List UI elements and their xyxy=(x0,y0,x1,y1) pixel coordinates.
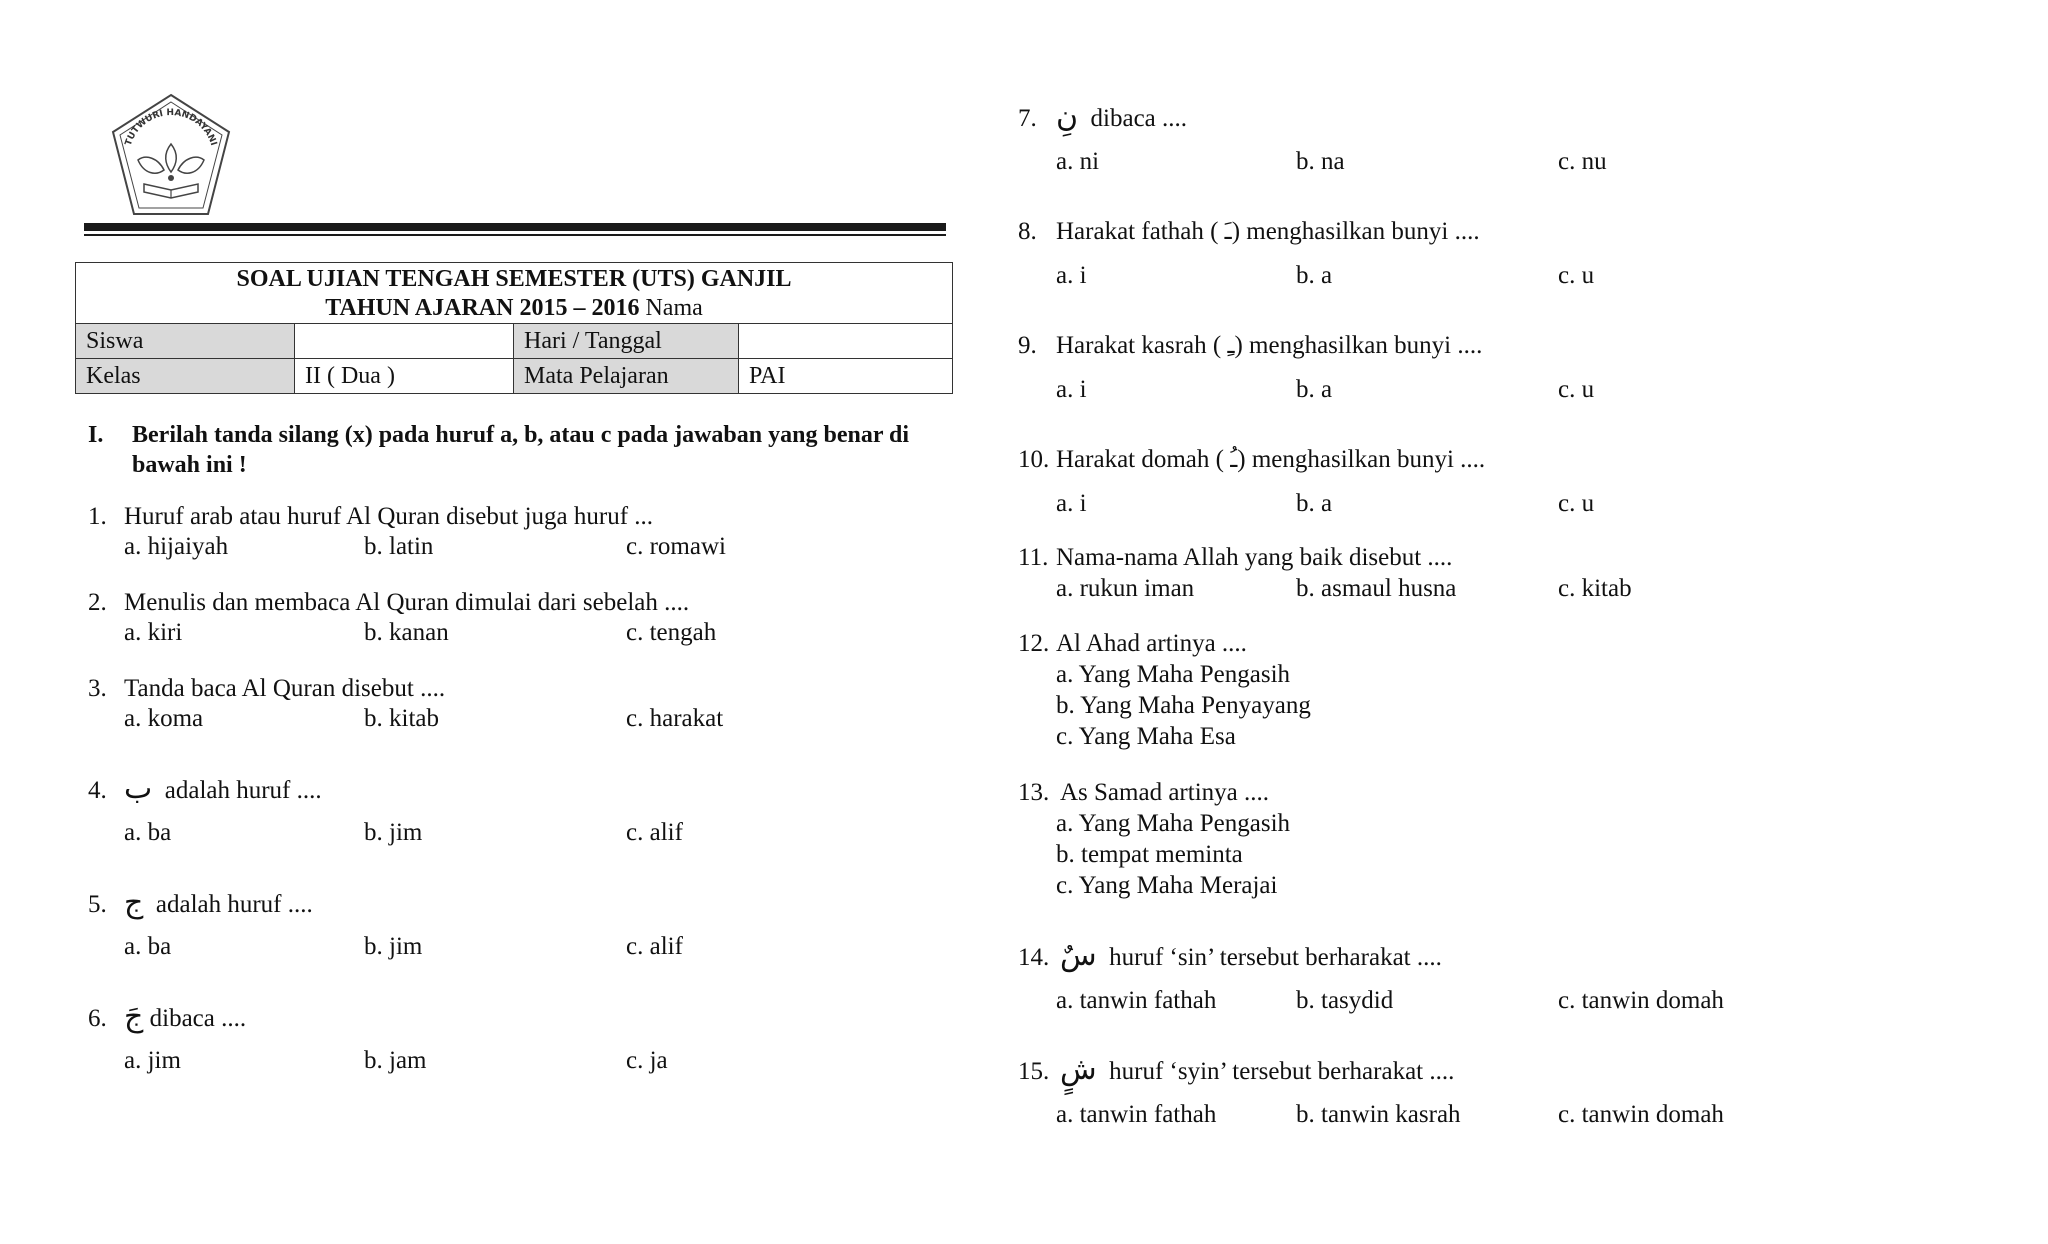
question-9: 9. Harakat kasrah ( ـِ) menghasilkan bunyi .... xyxy=(1018,331,1483,359)
question-5: 5. ج adalah huruf .... xyxy=(88,885,313,920)
q11-option-c[interactable]: c. kitab xyxy=(1558,575,1632,602)
q8-option-b[interactable]: b. a xyxy=(1296,262,1333,289)
q1-option-b[interactable]: b. latin xyxy=(364,533,434,560)
q6-option-a[interactable]: a. jim xyxy=(124,1047,181,1074)
arabic-ja: جَ xyxy=(124,999,144,1034)
question-14: 14. سٌ huruf ‘sin’ tersebut berharakat .... xyxy=(1018,938,1442,973)
q3-option-c[interactable]: c. harakat xyxy=(626,705,724,732)
q13-option-b[interactable]: b. tempat meminta xyxy=(1056,841,1243,868)
q12-option-c[interactable]: c. Yang Maha Esa xyxy=(1056,723,1236,750)
question-13: 13. As Samad artinya .... xyxy=(1018,779,1269,806)
question-6: 6. جَ dibaca .... xyxy=(88,999,247,1034)
q2-option-a[interactable]: a. kiri xyxy=(124,619,183,646)
question-4: 4. ب adalah huruf .... xyxy=(88,771,322,806)
question-1: 1. Huruf arab atau huruf Al Quran disebut juga huruf ... xyxy=(88,503,654,530)
arabic-kasrah: ـِ xyxy=(1227,331,1235,359)
q13-option-c[interactable]: c. Yang Maha Merajai xyxy=(1056,872,1278,899)
q9-option-c[interactable]: c. u xyxy=(1558,376,1595,403)
q15-option-b[interactable]: b. tanwin kasrah xyxy=(1296,1101,1461,1128)
arabic-jim: ج xyxy=(124,885,144,920)
q14-option-c[interactable]: c. tanwin domah xyxy=(1558,987,1724,1014)
q7-option-c[interactable]: c. nu xyxy=(1558,148,1607,175)
q5-option-b[interactable]: b. jim xyxy=(364,933,423,960)
q10-option-a[interactable]: a. i xyxy=(1056,490,1087,517)
header-rule-thin xyxy=(84,234,946,236)
q5-option-a[interactable]: a. ba xyxy=(124,933,172,960)
hari-tanggal-field[interactable] xyxy=(739,324,953,359)
info-row-kelas: Kelas II ( Dua ) Mata Pelajaran PAI xyxy=(76,359,953,394)
arabic-domah: ـُ xyxy=(1230,445,1238,473)
q9-option-b[interactable]: b. a xyxy=(1296,376,1333,403)
q8-option-a[interactable]: a. i xyxy=(1056,262,1087,289)
question-7: 7. نِ dibaca .... xyxy=(1018,99,1188,134)
q7-option-b[interactable]: b. na xyxy=(1296,148,1345,175)
q10-option-b[interactable]: b. a xyxy=(1296,490,1333,517)
arabic-ba: ب xyxy=(124,771,153,806)
q4-option-c[interactable]: c. alif xyxy=(626,819,683,846)
arabic-fathah: ـَ xyxy=(1224,217,1232,245)
q11-option-a[interactable]: a. rukun iman xyxy=(1056,575,1195,602)
question-12: 12. Al Ahad artinya .... xyxy=(1018,630,1247,657)
question-10: 10. Harakat domah ( ـُ) menghasilkan bunyi .... xyxy=(1018,445,1486,473)
question-8: 8. Harakat fathah ( ـَ) menghasilkan bunyi .... xyxy=(1018,217,1480,245)
q14-option-a[interactable]: a. tanwin fathah xyxy=(1056,987,1217,1014)
q5-option-c[interactable]: c. alif xyxy=(626,933,683,960)
header-rule-thick xyxy=(84,223,946,231)
arabic-syin: شٍ xyxy=(1060,1052,1097,1087)
q12-option-a[interactable]: a. Yang Maha Pengasih xyxy=(1056,661,1291,688)
question-15: 15. شٍ huruf ‘syin’ tersebut berharakat .... xyxy=(1018,1052,1455,1087)
question-3: 3. Tanda baca Al Quran disebut .... xyxy=(88,675,446,702)
q6-option-c[interactable]: c. ja xyxy=(626,1047,668,1074)
q15-option-c[interactable]: c. tanwin domah xyxy=(1558,1101,1724,1128)
q12-option-b[interactable]: b. Yang Maha Penyayang xyxy=(1056,692,1311,719)
question-2: 2. Menulis dan membaca Al Quran dimulai dari sebelah .... xyxy=(88,589,690,616)
tutwuri-handayani-logo xyxy=(108,92,234,218)
q10-option-c[interactable]: c. u xyxy=(1558,490,1595,517)
info-row-siswa: Siswa Hari / Tanggal xyxy=(76,324,953,359)
q2-option-b[interactable]: b. kanan xyxy=(364,619,449,646)
instruction: I. Berilah tanda silang (x) pada huruf a, b, atau c pada jawaban yang benar di bawah ini ! xyxy=(88,422,910,478)
svg-text:TUTWURI HANDAYANI: TUTWURI HANDAYANI xyxy=(123,108,219,148)
arabic-ni: نِ xyxy=(1056,99,1079,134)
exam-info-table xyxy=(75,262,953,394)
q4-option-a[interactable]: a. ba xyxy=(124,819,172,846)
q1-option-c[interactable]: c. romawi xyxy=(626,533,726,560)
arabic-sin: سٌ xyxy=(1060,938,1097,973)
q3-option-b[interactable]: b. kitab xyxy=(364,705,439,732)
question-11: 11. Nama-nama Allah yang baik disebut .... xyxy=(1018,544,1453,571)
exam-title: SOAL UJIAN TENGAH SEMESTER (UTS) GANJIL TAHUN AJARAN 2015 – 2016 Nama xyxy=(76,263,953,324)
q4-option-b[interactable]: b. jim xyxy=(364,819,423,846)
q11-option-b[interactable]: b. asmaul husna xyxy=(1296,575,1457,602)
q15-option-a[interactable]: a. tanwin fathah xyxy=(1056,1101,1217,1128)
q1-option-a[interactable]: a. hijaiyah xyxy=(124,533,229,560)
q13-option-a[interactable]: a. Yang Maha Pengasih xyxy=(1056,810,1291,837)
q6-option-b[interactable]: b. jam xyxy=(364,1047,427,1074)
siswa-field[interactable] xyxy=(295,324,514,359)
q14-option-b[interactable]: b. tasydid xyxy=(1296,987,1394,1014)
q3-option-a[interactable]: a. koma xyxy=(124,705,204,732)
q7-option-a[interactable]: a. ni xyxy=(1056,148,1100,175)
q8-option-c[interactable]: c. u xyxy=(1558,262,1595,289)
q2-option-c[interactable]: c. tengah xyxy=(626,619,717,646)
q9-option-a[interactable]: a. i xyxy=(1056,376,1087,403)
